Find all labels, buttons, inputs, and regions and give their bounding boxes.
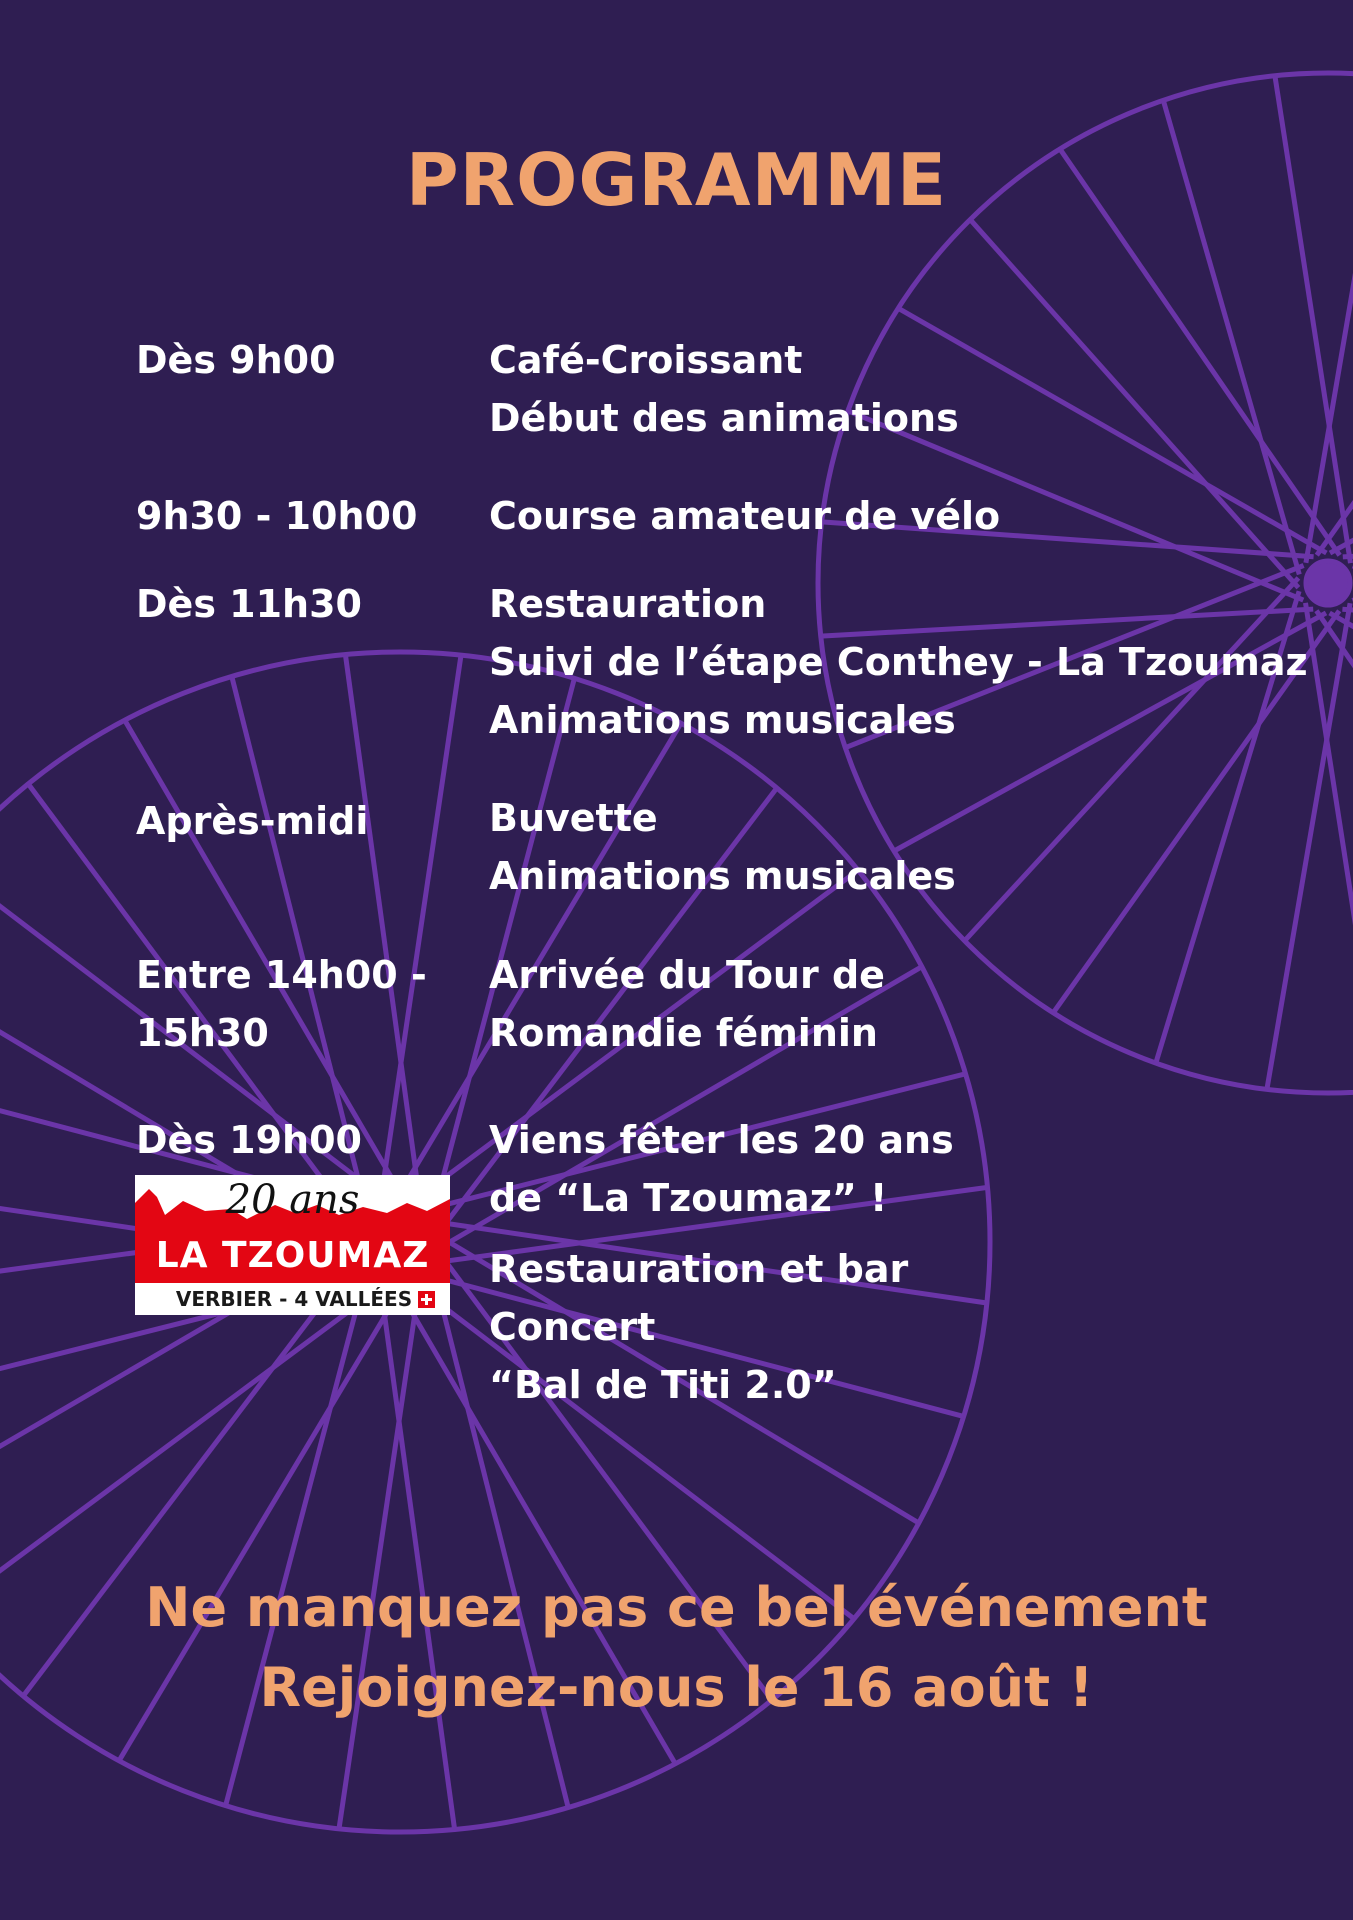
time-line: 9h30 - 10h00	[136, 494, 418, 538]
swiss-flag-icon	[418, 1291, 435, 1308]
schedule-item: Arrivée du Tour de	[489, 953, 885, 997]
wheel-spoke	[0, 1272, 402, 1614]
schedule-time-3	[136, 575, 466, 633]
schedule-items-4	[489, 789, 1339, 905]
schedule-items-6a	[489, 1111, 1339, 1227]
schedule-item: Buvette	[489, 796, 658, 840]
schedule-time-6	[136, 1111, 466, 1169]
closing-line-2: Rejoignez-nous le 16 août !	[259, 1656, 1094, 1719]
logo-subtitle: VERBIER - 4 VALLÉES	[175, 1287, 413, 1311]
page-title: PROGRAMME	[405, 138, 948, 222]
schedule-item: Café-Croissant	[489, 338, 803, 382]
schedule-item: Concert	[489, 1305, 656, 1349]
schedule-item: Début des animations	[489, 396, 959, 440]
schedule-time-5	[136, 946, 466, 1062]
schedule-item: Restauration et bar	[489, 1247, 909, 1291]
schedule-item: Viens fêter les 20 ans	[489, 1118, 954, 1162]
time-line: Entre 14h00 -	[136, 953, 427, 997]
schedule-item: “Bal de Titi 2.0”	[489, 1363, 837, 1407]
schedule-time-2	[136, 487, 466, 545]
schedule-item: Romandie féminin	[489, 1011, 878, 1055]
schedule-time-4	[136, 792, 466, 850]
wheel-spoke	[339, 1262, 423, 1829]
schedule-items-5	[489, 946, 1339, 1062]
schedule-item: Course amateur de vélo	[489, 494, 1001, 538]
schedule-items-3	[489, 575, 1339, 749]
schedule-item: Animations musicales	[489, 854, 956, 898]
logo-name: LA TZOUMAZ	[155, 1235, 430, 1276]
la-tzoumaz-20-ans-logo	[135, 1175, 450, 1315]
schedule-items-1	[489, 331, 1339, 447]
time-line: 15h30	[136, 1011, 269, 1055]
schedule-item: Animations musicales	[489, 698, 956, 742]
time-line: Dès 9h00	[136, 338, 336, 382]
schedule-item: Suivi de l’étape Conthey - La Tzoumaz	[489, 640, 1308, 684]
schedule-item: Restauration	[489, 582, 767, 626]
schedule-item: de “La Tzoumaz” !	[489, 1176, 888, 1220]
closing-line-1: Ne manquez pas ce bel événement	[145, 1576, 1208, 1639]
schedule-items-6b	[489, 1240, 1339, 1414]
logo-year: 20 ans	[225, 1177, 360, 1223]
time-line: Dès 11h30	[136, 582, 362, 626]
wheel-spoke	[377, 1262, 454, 1830]
time-line: Dès 19h00	[136, 1118, 362, 1162]
schedule-items-2	[489, 487, 1339, 545]
schedule-time-1	[136, 331, 466, 389]
time-line: Après-midi	[136, 799, 369, 843]
